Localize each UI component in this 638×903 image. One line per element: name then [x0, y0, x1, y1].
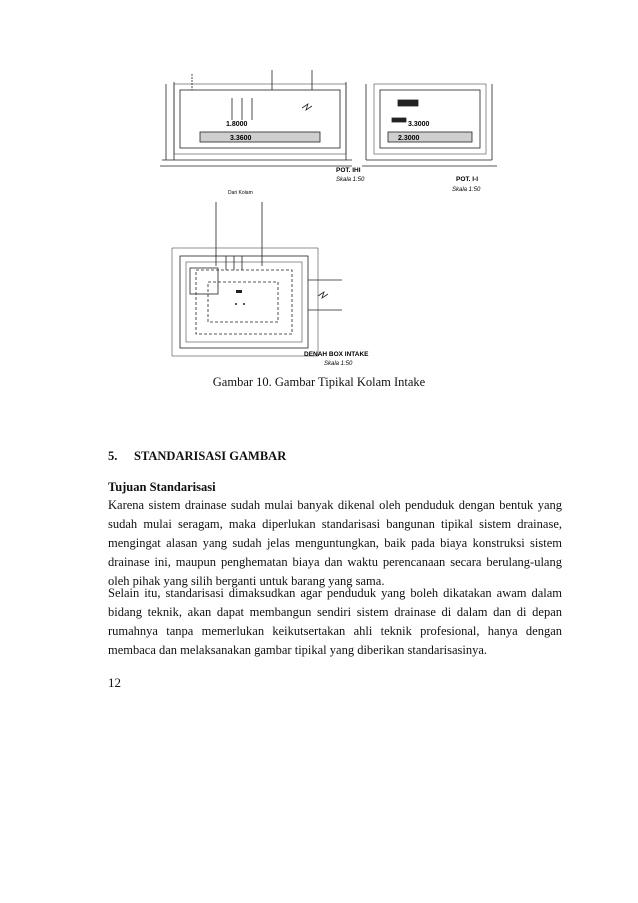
scale-label-ii: Skala 1:50	[452, 187, 481, 193]
subheading: Tujuan Standarisasi	[108, 480, 216, 494]
section-title: STANDARISASI GAMBAR	[134, 449, 287, 463]
scale-label-ihi: Skala 1:50	[336, 177, 365, 183]
paragraph-2: Selain itu, standarisasi dimaksudkan agar penduduk yang boleh dikatakan awam dalam bidang teknik, akan dapat membangun sendiri sistem drainase di dalam dan di depan rumahnya tanpa memerlukan keikutsertakan ahli teknik profesional, hanya dengan membaca dan melaksanakan gambar tipikal yang diberikan standarisasinya.	[108, 586, 562, 657]
denah-label: DENAH BOX INTAKE	[304, 351, 369, 358]
elevation-label-a: 1.8000	[226, 121, 248, 128]
scale-label-denah: Skala 1:50	[324, 361, 353, 367]
elevation-label-b: 3.3600	[230, 135, 252, 142]
section-number: 5.	[108, 449, 118, 463]
elevation-label-c: 3.3000	[408, 121, 430, 128]
pot-ihi-label: POT. IHI	[336, 167, 361, 174]
elevation-label-d: 2.3000	[398, 135, 420, 142]
paragraph-1: Karena sistem drainase sudah mulai banyak dikenal oleh penduduk dengan bentuk yang sudah mulai seragam, maka diperlukan standarisasi bangunan tipikal sistem drainase, mengingat alasan yang sudah jelas menguntungkan, baik pada biaya konstruksi sistem drainase ini, maupun penghematan biaya dan waktu perencanaan secara berulang-ulang oleh pihak yang silih berganti untuk barang yang sama.	[108, 498, 562, 588]
section-heading	[108, 449, 286, 464]
page-number: 12	[108, 675, 121, 690]
pot-ii-label: POT. I-I	[456, 176, 479, 183]
figure-caption: Gambar 10. Gambar Tipikal Kolam Intake	[212, 375, 426, 389]
dari-kolam-label: Dari Kolam	[228, 190, 253, 196]
technical-drawing	[152, 60, 512, 372]
